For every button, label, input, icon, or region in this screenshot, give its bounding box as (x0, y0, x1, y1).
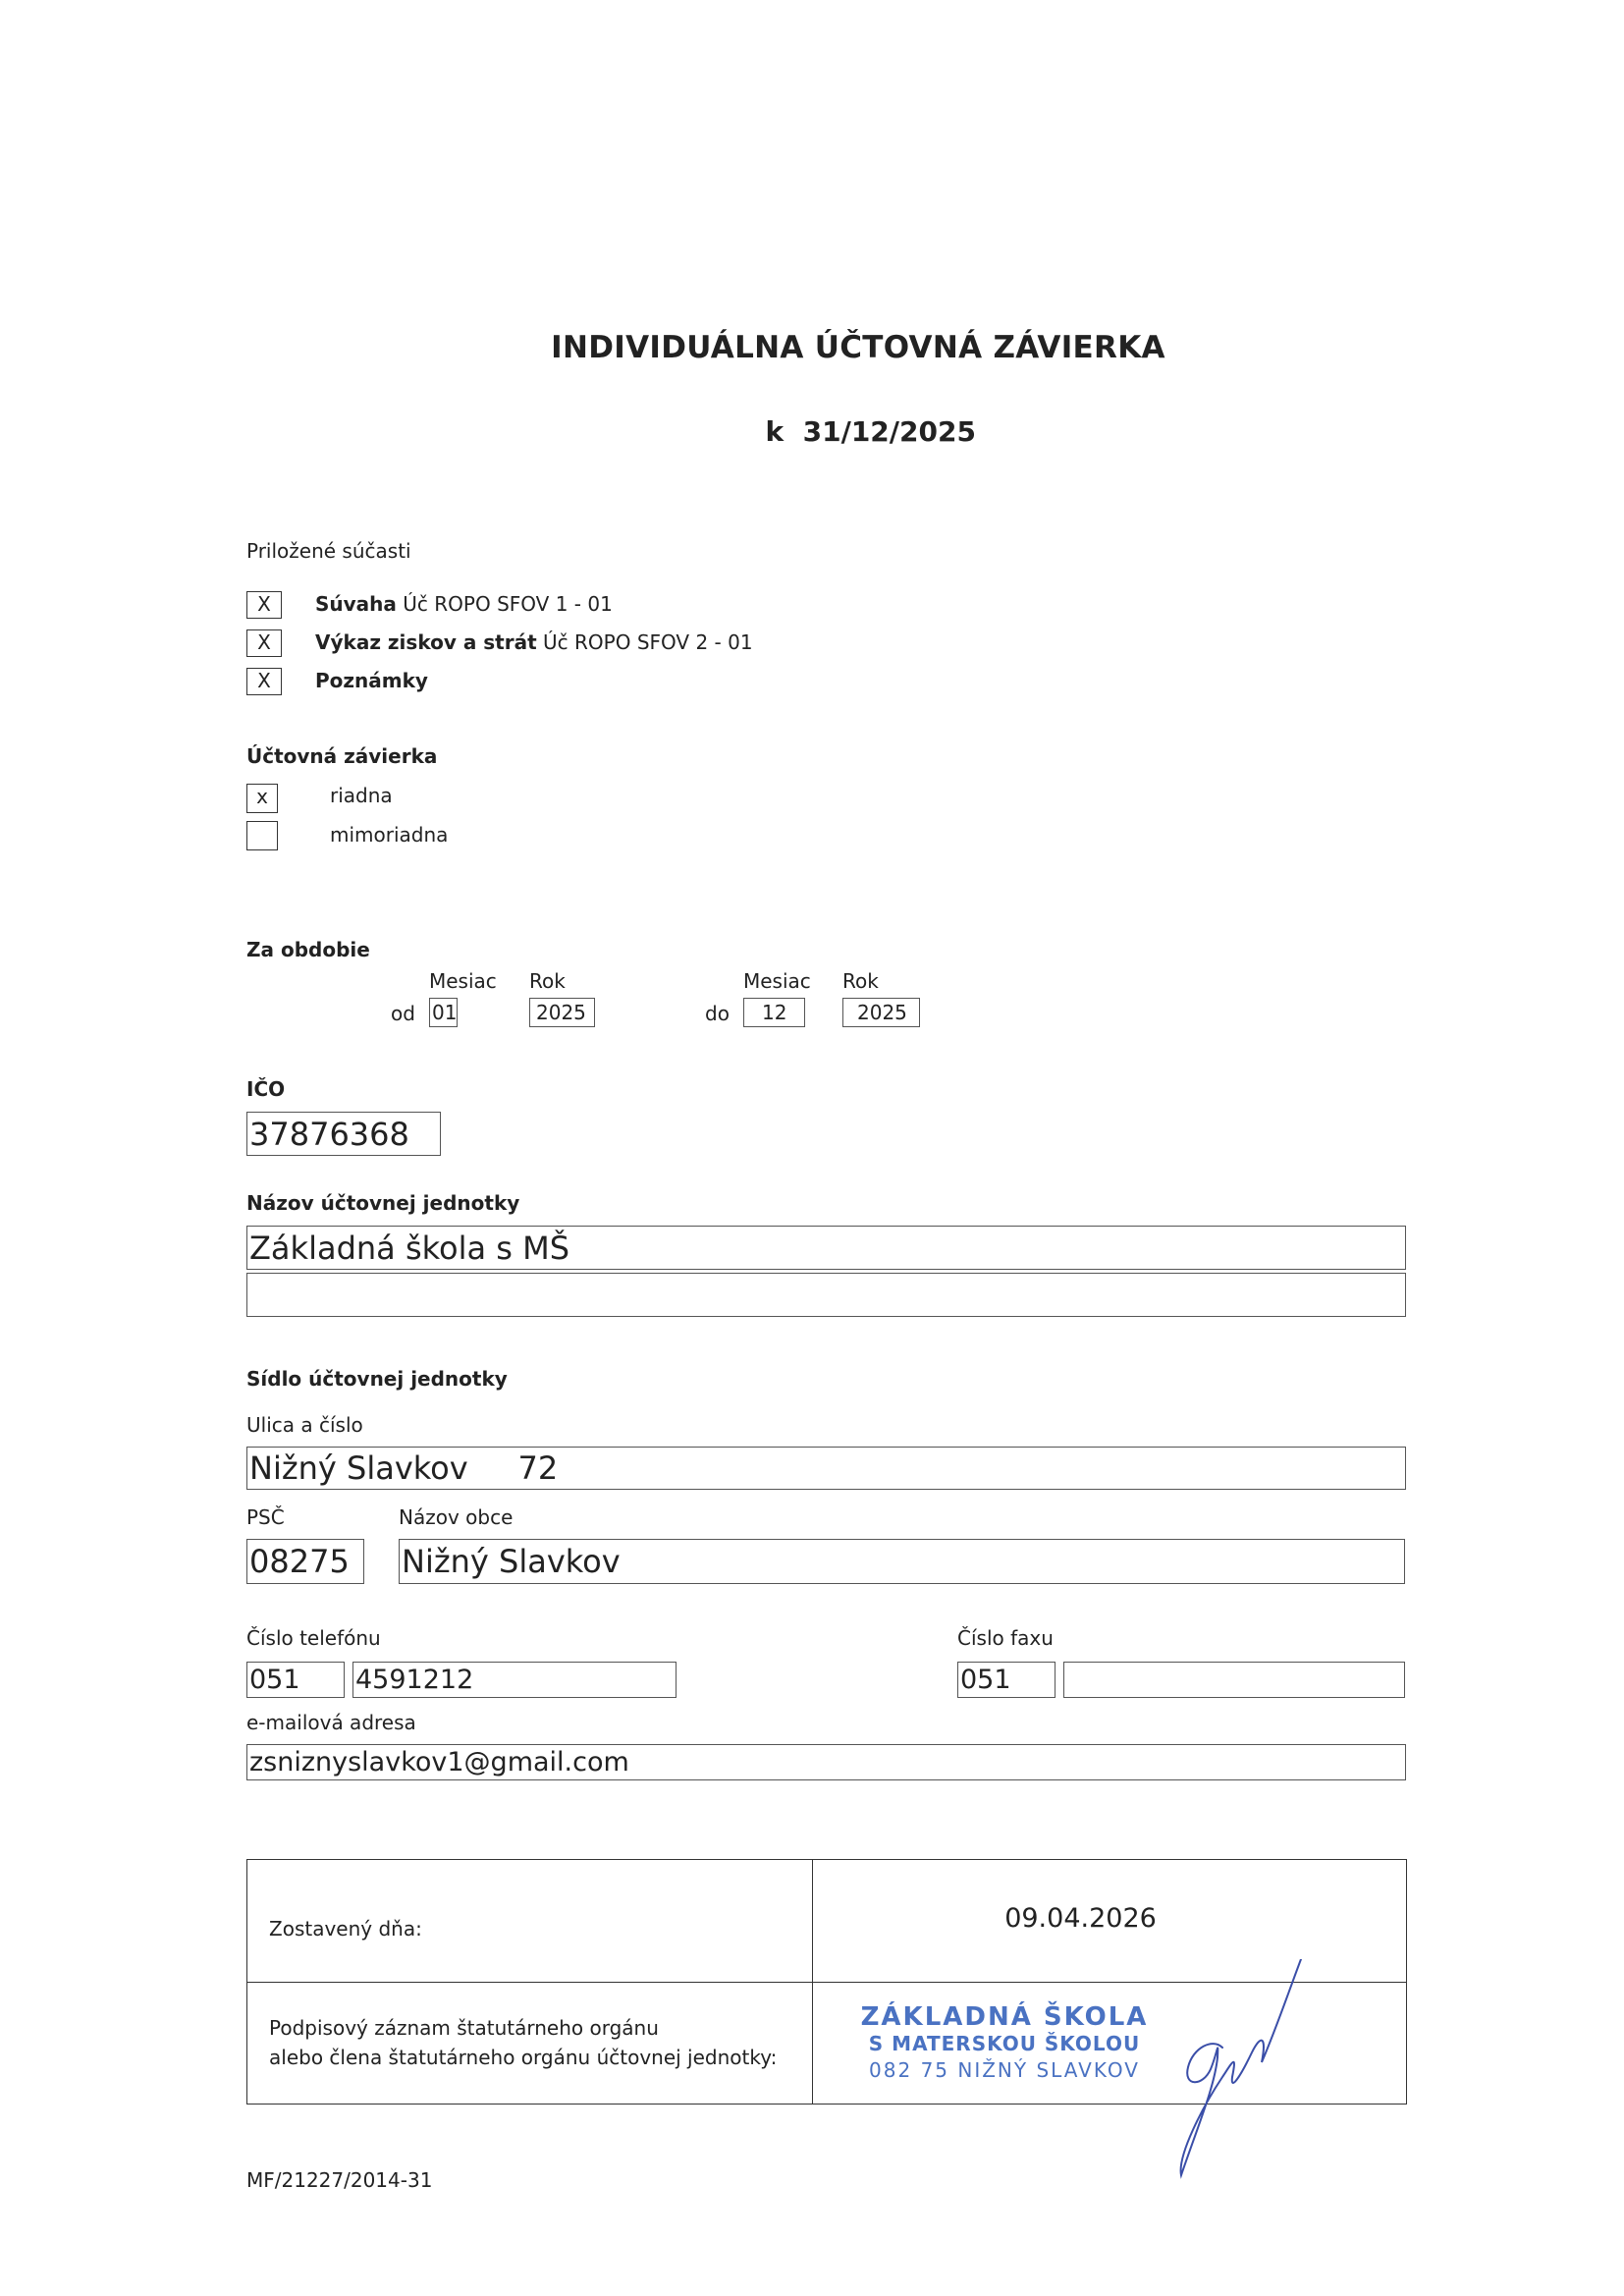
date-prefix: k (765, 415, 785, 448)
ico-field[interactable]: 37876368 (246, 1112, 441, 1156)
phone-number-field[interactable]: 4591212 (352, 1662, 677, 1698)
statement-type-heading: Účtovná závierka (246, 744, 438, 768)
period-to-year-field[interactable]: 2025 (842, 998, 920, 1027)
phone-prefix-field[interactable]: 051 (246, 1662, 345, 1698)
period-from-year-field[interactable]: 2025 (529, 998, 595, 1027)
compiled-label-cell (247, 1860, 813, 1983)
entity-name-field-line2[interactable] (246, 1273, 1406, 1317)
statement-type-checkbox-regular[interactable]: x (246, 784, 278, 813)
period-from-month-label: Mesiac (429, 969, 497, 993)
attachment-name: Súvaha (315, 592, 397, 616)
period-heading: Za obdobie (246, 938, 370, 961)
email-field[interactable]: zsniznyslavkov1@gmail.com (246, 1744, 1406, 1780)
period-to-label: do (705, 1002, 730, 1025)
sign-label-line2: alebo člena štatutárneho orgánu účtovnej jednotky: (269, 2046, 778, 2070)
stamp-line2: S MATERSKOU ŠKOLOU (868, 2031, 1141, 2055)
period-from-label: od (391, 1002, 415, 1025)
attachment-code: Úč ROPO SFOV 1 - 01 (403, 592, 613, 616)
attachment-code: Úč ROPO SFOV 2 - 01 (543, 630, 753, 654)
statement-type-label-regular: riadna (330, 784, 393, 807)
stamp-line3: 082 75 NIŽNÝ SLAVKOV (869, 2057, 1140, 2082)
entity-name-label: Názov účtovnej jednotky (246, 1191, 520, 1215)
street-label: Ulica a číslo (246, 1413, 363, 1437)
fax-number-field[interactable] (1063, 1662, 1405, 1698)
period-to-month-field[interactable]: 12 (743, 998, 805, 1027)
statement-type-checkbox-extraordinary[interactable] (246, 821, 278, 850)
attachment-name: Výkaz ziskov a strát (315, 630, 537, 654)
sign-label-cell (247, 1982, 813, 2105)
fax-label: Číslo faxu (957, 1626, 1054, 1650)
attachment-item-vykaz (315, 630, 753, 654)
statement-type-label-extraordinary: mimoriadna (330, 823, 449, 847)
email-label: e-mailová adresa (246, 1711, 416, 1734)
document-date (746, 383, 976, 448)
ico-label: IČO (246, 1077, 286, 1101)
fax-prefix-field[interactable]: 051 (957, 1662, 1056, 1698)
attachment-checkbox-poznamky[interactable]: X (246, 668, 282, 695)
attachment-checkbox-vykaz[interactable]: X (246, 629, 282, 657)
stamp-line1: ZÁKLADNÁ ŠKOLA (860, 2001, 1149, 2032)
handwritten-signature (1164, 1959, 1321, 2185)
document-title: INDIVIDUÁLNA ÚČTOVNÁ ZÁVIERKA (551, 330, 1165, 365)
period-to-month-label: Mesiac (743, 969, 811, 993)
period-from-year-label: Rok (529, 969, 566, 993)
period-to-year-label: Rok (842, 969, 879, 993)
zip-label: PSČ (246, 1505, 285, 1529)
date-value: 31/12/2025 (802, 415, 976, 448)
city-label: Názov obce (399, 1505, 514, 1529)
compiled-date: 09.04.2026 (1004, 1903, 1157, 1934)
footer-reference: MF/21227/2014-31 (246, 2168, 433, 2192)
address-heading: Sídlo účtovnej jednotky (246, 1367, 508, 1391)
compiled-label: Zostavený dňa: (269, 1917, 422, 1941)
street-field[interactable]: Nižný Slavkov 72 (246, 1447, 1406, 1490)
attachment-item-poznamky: Poznámky (315, 669, 428, 692)
school-stamp (852, 2001, 1157, 2084)
period-from-month-field[interactable]: 01 (429, 998, 458, 1027)
attachment-item-suvaha (315, 592, 613, 616)
zip-field[interactable]: 08275 (246, 1539, 364, 1584)
city-field[interactable]: Nižný Slavkov (399, 1539, 1405, 1584)
attachment-checkbox-suvaha[interactable]: X (246, 591, 282, 619)
entity-name-field-line1[interactable]: Základná škola s MŠ (246, 1226, 1406, 1270)
phone-label: Číslo telefónu (246, 1626, 381, 1650)
sign-label-line1: Podpisový záznam štatutárneho orgánu (269, 2016, 659, 2041)
attachments-heading: Priložené súčasti (246, 539, 411, 563)
